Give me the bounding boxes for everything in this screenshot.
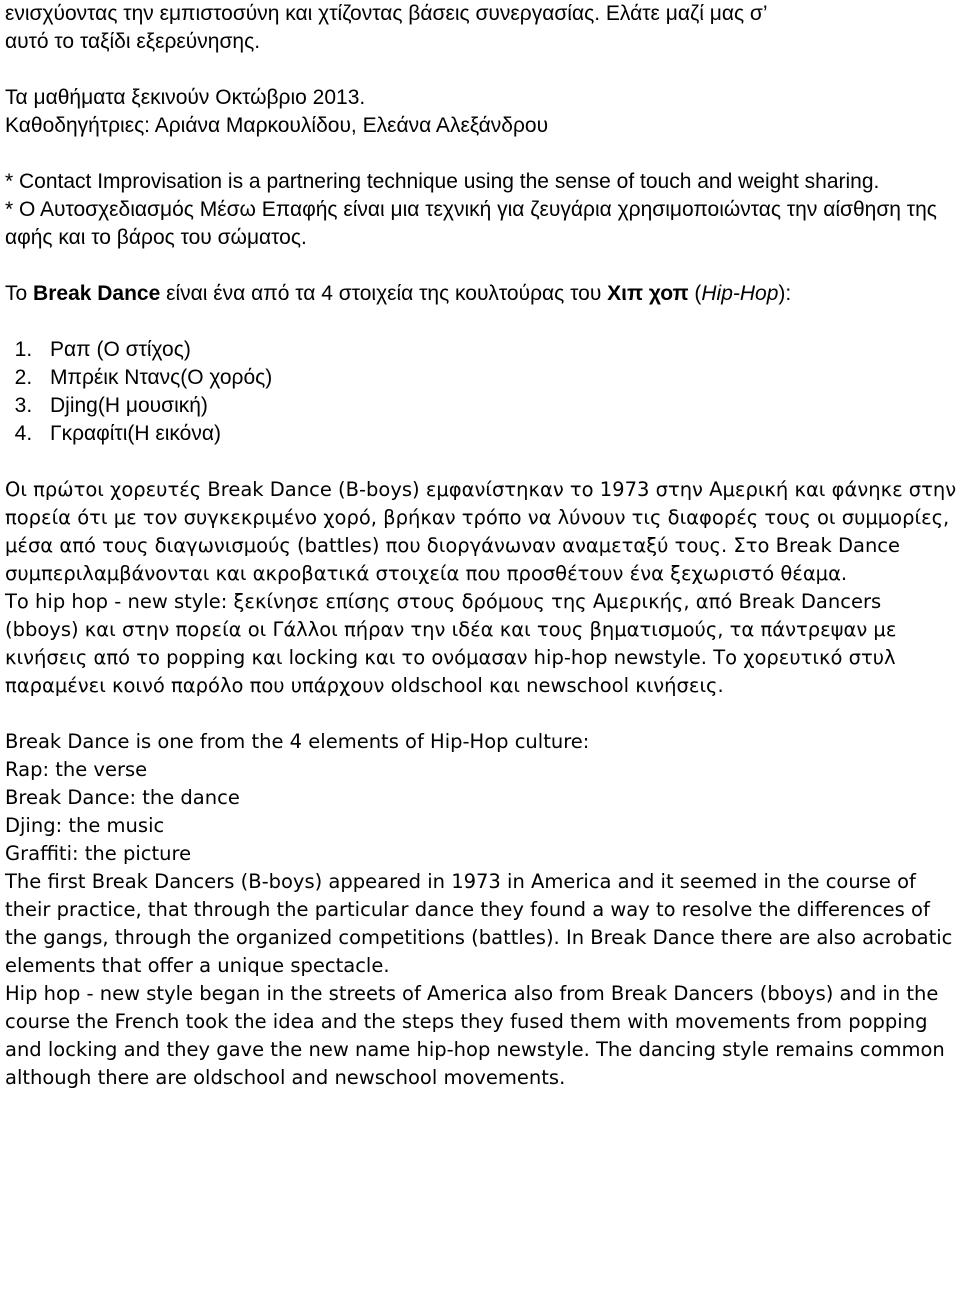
intro-text: ):	[778, 282, 792, 305]
spacer	[5, 140, 957, 168]
contact-improvisation-gr: * Ο Αυτοσχεδιασμός Μέσω Επαφής είναι μια τεχνική για ζευγάρια χρησιμοποιώντας την αίσθηση της αφής και το βάρος του σώματος.	[5, 198, 937, 249]
contact-improvisation-en: * Contact Improvisation is a partnering technique using the sense of touch and weight sharing.	[5, 170, 880, 193]
list-item: 1. Ραπ (Ο στίχος)	[38, 336, 957, 364]
element-line: Djing: the music	[5, 814, 165, 837]
spacer	[5, 308, 957, 336]
intro-text: Το	[5, 282, 34, 305]
list-item: 3. Djing(Η μουσική)	[38, 392, 957, 420]
list-item: 4. Γκραφίτι(Η εικόνα)	[38, 420, 957, 448]
intro-text: είναι ένα από τα 4 στοιχεία της κουλτούρας του	[160, 282, 608, 305]
intro-line-1: ενισχύοντας την εμπιστοσύνη και χτίζοντας βάσεις συνεργασίας. Ελάτε μαζί μας σ’	[5, 2, 768, 25]
intro-line-2: αυτό το ταξίδι εξερεύνησης.	[5, 30, 261, 53]
spacer	[5, 700, 957, 728]
list-item: 2. Μπρέικ Ντανς(Ο χορός)	[38, 364, 957, 392]
mixed-section	[5, 448, 957, 1092]
instructors: Καθοδηγήτριες: Αριάνα Μαρκουλίδου, Ελεάνα Αλεξάνδρου	[5, 114, 549, 137]
breakdance-intro-gr	[5, 280, 957, 308]
breakdance-history-gr: Οι πρώτοι χορευτές Break Dance (B-boys) εμφανίστηκαν το 1973 στην Αμερική και φάνηκε στην πορεία ότι με τον συγκεκριμένο χορό, βρήκαν τρόπο να λύνουν τις διαφορές τους οι συμμορίες, μέσα από τους διαγωνισμούς (battles) που διοργάνωναν αναμεταξύ τους. Στο Break Dance συμπεριλαμβάνονται και ακροβατικά στοιχεία που προσθέτουν ένα ξεχωριστό θέαμα.	[5, 478, 957, 585]
greek-section	[5, 0, 957, 448]
hip-hop-term-en: Hip-Hop	[701, 282, 779, 305]
course-start: Τα μαθήματα ξεκινούν Οκτώβριο 2013.	[5, 86, 366, 109]
intro-text: (	[688, 282, 702, 305]
hiphop-newstyle-en: Hip hop - new style began in the streets of America also from Break Dancers (bboys) and in the course the French took the idea and the steps they fused them with movements from popping and locking and they gave the new name hip-hop newstyle. The dancing style remains common although there are oldschool and newschool movements.	[5, 982, 945, 1089]
spacer	[5, 56, 957, 84]
element-line: Break Dance: the dance	[5, 786, 240, 809]
breakdance-intro-en: Break Dance is one from the 4 elements of Hip-Hop culture:	[5, 730, 590, 753]
spacer	[5, 448, 957, 476]
document-page	[5, 0, 957, 1092]
break-dance-term: Break Dance	[33, 282, 161, 305]
element-line: Rap: the verse	[5, 758, 148, 781]
spacer	[5, 252, 957, 280]
hiphop-newstyle-gr: Το hip hop - new style: ξεκίνησε επίσης στους δρόμους της Αμερικής, από Break Dancers (bboys) και στην πορεία οι Γάλλοι πήραν την ιδέα και τους βηματισμούς, τα πάντρεψαν με κινήσεις από το popping και locking και το ονόμασαν hip-hop newstyle. Το χορευτικό στυλ παραμένει κοινό παρόλο που υπάρχουν oldschool και newschool κινήσεις.	[5, 590, 897, 697]
hip-hop-term-gr: Χιπ χοπ	[607, 282, 689, 305]
hiphop-elements-list-gr	[5, 336, 957, 448]
breakdance-history-en: The first Break Dancers (B-boys) appeared in 1973 in America and it seemed in the course of their practice, that through the particular dance they found a way to resolve the differences of the gangs, through the organized competitions (battles). In Break Dance there are also acrobatic elements that offer a unique spectacle.	[5, 870, 953, 977]
element-line: Graffiti: the picture	[5, 842, 192, 865]
